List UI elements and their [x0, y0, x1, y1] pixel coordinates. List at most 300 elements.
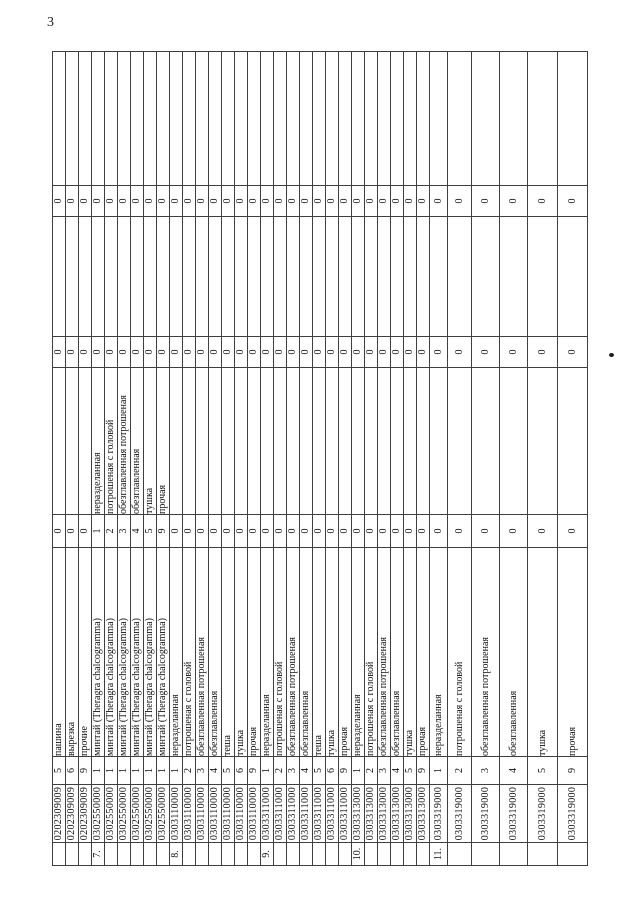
cell-description-a: обезглавленная потрошеная	[196, 548, 209, 757]
cell-description-a: обезглавленная потрошеная	[378, 548, 391, 757]
cell-description-b: неразделанная	[92, 368, 105, 515]
cell-code: 0303313000	[417, 785, 430, 843]
cell-row-number: 8.	[170, 843, 183, 866]
cell-value-2: 0	[448, 186, 472, 217]
cell-spacer-2	[404, 52, 417, 186]
cell-description-a: минтай (Theragra chalcogramma)	[144, 548, 157, 757]
cell-spacer-2	[339, 52, 352, 186]
cell-sub-number-b: 4	[131, 515, 144, 548]
cell-code: 0302550000	[105, 785, 118, 843]
cell-sub-number-a: 9	[339, 757, 352, 785]
cell-code: 0303311000	[300, 785, 313, 843]
cell-spacer-1	[144, 217, 157, 337]
table-row	[472, 52, 500, 866]
cell-row-number	[53, 843, 66, 866]
cell-spacer-2	[558, 52, 588, 186]
cell-spacer-1	[313, 217, 326, 337]
cell-value-1: 0	[287, 337, 300, 368]
cell-spacer-1	[404, 217, 417, 337]
table-row	[378, 52, 391, 866]
cell-spacer-1	[105, 217, 118, 337]
cell-row-number	[300, 843, 313, 866]
cell-description-b	[378, 368, 391, 515]
cell-spacer-1	[558, 217, 588, 337]
cell-spacer-2	[300, 52, 313, 186]
cell-sub-number-a: 6	[326, 757, 339, 785]
cell-sub-number-b: 5	[144, 515, 157, 548]
table-row	[261, 52, 274, 866]
cell-sub-number-a: 6	[66, 757, 79, 785]
cell-code: 0303319000	[528, 785, 558, 843]
cell-code: 0303313000	[352, 785, 365, 843]
cell-row-number: 11.	[430, 843, 448, 866]
cell-spacer-1	[248, 217, 261, 337]
cell-spacer-2	[53, 52, 66, 186]
cell-value-1: 0	[79, 337, 92, 368]
table-row	[287, 52, 300, 866]
cell-sub-number-a: 5	[53, 757, 66, 785]
cell-sub-number-b: 0	[558, 515, 588, 548]
cell-sub-number-a: 5	[313, 757, 326, 785]
cell-row-number	[157, 843, 170, 866]
cell-sub-number-b: 0	[365, 515, 378, 548]
table-row	[417, 52, 430, 866]
cell-spacer-2	[157, 52, 170, 186]
cell-value-1: 0	[472, 337, 500, 368]
cell-description-a: прочая	[248, 548, 261, 757]
table-row	[157, 52, 170, 866]
cell-sub-number-b: 0	[326, 515, 339, 548]
cell-code: 0303110000	[235, 785, 248, 843]
cell-description-b	[248, 368, 261, 515]
cell-row-number	[222, 843, 235, 866]
cell-value-2: 0	[144, 186, 157, 217]
cell-description-a: прочая	[558, 548, 588, 757]
cell-sub-number-a: 1	[131, 757, 144, 785]
cell-description-a: обезглавленная	[300, 548, 313, 757]
cell-value-2: 0	[326, 186, 339, 217]
cell-description-b	[79, 368, 92, 515]
cell-row-number: 9.	[261, 843, 274, 866]
table-row	[66, 52, 79, 866]
cell-row-number	[528, 843, 558, 866]
cell-code: 0302550000	[131, 785, 144, 843]
cell-sub-number-b: 0	[287, 515, 300, 548]
cell-code: 0303110000	[170, 785, 183, 843]
cell-value-2: 0	[352, 186, 365, 217]
cell-spacer-1	[274, 217, 287, 337]
cell-value-1: 0	[365, 337, 378, 368]
table-row	[248, 52, 261, 866]
cell-value-1: 0	[183, 337, 196, 368]
cell-row-number	[287, 843, 300, 866]
cell-code: 0303311000	[326, 785, 339, 843]
page-number: 3	[47, 15, 54, 30]
cell-sub-number-b: 0	[472, 515, 500, 548]
cell-value-2: 0	[300, 186, 313, 217]
cell-spacer-1	[66, 217, 79, 337]
cell-code: 0303319000	[448, 785, 472, 843]
cell-description-b	[209, 368, 222, 515]
cell-code: 0303110000	[222, 785, 235, 843]
cell-code: 0302550000	[157, 785, 170, 843]
table-row	[300, 52, 313, 866]
cell-spacer-1	[352, 217, 365, 337]
cell-sub-number-a: 2	[274, 757, 287, 785]
table-row	[196, 52, 209, 866]
cell-value-1: 0	[157, 337, 170, 368]
cell-value-2: 0	[105, 186, 118, 217]
cell-spacer-1	[528, 217, 558, 337]
cell-sub-number-b: 0	[196, 515, 209, 548]
table-row	[235, 52, 248, 866]
cell-sub-number-b: 3	[118, 515, 131, 548]
cell-description-b	[313, 368, 326, 515]
table-row	[500, 52, 528, 866]
cell-sub-number-a: 5	[404, 757, 417, 785]
table-row	[144, 52, 157, 866]
cell-row-number	[326, 843, 339, 866]
cell-value-2: 0	[313, 186, 326, 217]
cell-description-a: обезглавленная	[391, 548, 404, 757]
cell-row-number	[235, 843, 248, 866]
cell-value-2: 0	[274, 186, 287, 217]
cell-value-2: 0	[378, 186, 391, 217]
cell-description-b	[365, 368, 378, 515]
cell-description-b	[500, 368, 528, 515]
cell-value-2: 0	[365, 186, 378, 217]
cell-description-b	[528, 368, 558, 515]
cell-spacer-2	[170, 52, 183, 186]
cell-value-1: 0	[339, 337, 352, 368]
cell-row-number	[79, 843, 92, 866]
cell-spacer-1	[196, 217, 209, 337]
table-row	[118, 52, 131, 866]
cell-sub-number-a: 1	[105, 757, 118, 785]
cell-description-b: обезглавленная потрошеная	[118, 368, 131, 515]
table-row	[313, 52, 326, 866]
cell-description-b	[66, 368, 79, 515]
cell-value-1: 0	[53, 337, 66, 368]
cell-spacer-1	[170, 217, 183, 337]
cell-spacer-1	[365, 217, 378, 337]
cell-description-a: потрошеная с головой	[365, 548, 378, 757]
table-row	[170, 52, 183, 866]
cell-code: 0303311000	[339, 785, 352, 843]
cell-value-2: 0	[248, 186, 261, 217]
cell-spacer-1	[79, 217, 92, 337]
cell-value-1: 0	[352, 337, 365, 368]
cell-row-number	[339, 843, 352, 866]
cell-row-number: 7.	[92, 843, 105, 866]
cell-value-2: 0	[287, 186, 300, 217]
cell-value-1: 0	[378, 337, 391, 368]
cell-description-a: теша	[222, 548, 235, 757]
cell-code: 0303311000	[274, 785, 287, 843]
cell-spacer-2	[209, 52, 222, 186]
cell-sub-number-a: 4	[391, 757, 404, 785]
table-row	[448, 52, 472, 866]
cell-spacer-1	[500, 217, 528, 337]
cell-spacer-2	[417, 52, 430, 186]
cell-description-b	[391, 368, 404, 515]
cell-code: 0303319000	[472, 785, 500, 843]
cell-spacer-2	[196, 52, 209, 186]
cell-value-2: 0	[417, 186, 430, 217]
cell-spacer-1	[157, 217, 170, 337]
cell-row-number	[248, 843, 261, 866]
cell-sub-number-a: 1	[430, 757, 448, 785]
cell-description-a: обезглавленная	[209, 548, 222, 757]
cell-value-1: 0	[391, 337, 404, 368]
cell-sub-number-b: 0	[404, 515, 417, 548]
table-row	[558, 52, 588, 866]
cell-description-a: минтай (Theragra chalcogramma)	[105, 548, 118, 757]
table-row	[365, 52, 378, 866]
cell-value-2: 0	[261, 186, 274, 217]
cell-description-b	[558, 368, 588, 515]
cell-row-number	[183, 843, 196, 866]
cell-spacer-1	[430, 217, 448, 337]
cell-code: 0303110000	[183, 785, 196, 843]
cell-spacer-2	[391, 52, 404, 186]
cell-spacer-1	[391, 217, 404, 337]
cell-spacer-2	[448, 52, 472, 186]
cell-row-number	[472, 843, 500, 866]
cell-value-2: 0	[183, 186, 196, 217]
cell-spacer-1	[222, 217, 235, 337]
cell-description-a: теша	[313, 548, 326, 757]
cell-sub-number-a: 4	[209, 757, 222, 785]
cell-value-1: 0	[144, 337, 157, 368]
cell-sub-number-b: 0	[352, 515, 365, 548]
cell-spacer-2	[313, 52, 326, 186]
cell-value-1: 0	[261, 337, 274, 368]
cell-description-b	[183, 368, 196, 515]
table-row	[105, 52, 118, 866]
cell-description-a: обезглавленная потрошеная	[472, 548, 500, 757]
cell-sub-number-b: 0	[209, 515, 222, 548]
cell-description-b	[170, 368, 183, 515]
cell-description-a: минтай (Theragra chalcogramma)	[92, 548, 105, 757]
cell-sub-number-b: 0	[448, 515, 472, 548]
cell-code: 0302550000	[92, 785, 105, 843]
cell-value-1: 0	[248, 337, 261, 368]
cell-row-number	[378, 843, 391, 866]
table-row	[326, 52, 339, 866]
cell-description-a: пашина	[53, 548, 66, 757]
cell-spacer-2	[274, 52, 287, 186]
cell-description-b	[53, 368, 66, 515]
cell-spacer-2	[430, 52, 448, 186]
cell-sub-number-a: 1	[118, 757, 131, 785]
cell-sub-number-a: 2	[365, 757, 378, 785]
cell-row-number	[558, 843, 588, 866]
cell-description-b: потрошеная с головой	[105, 368, 118, 515]
cell-description-a: обезглавленная	[500, 548, 528, 757]
cell-value-1: 0	[417, 337, 430, 368]
cell-description-a: вырезка	[66, 548, 79, 757]
cell-value-1: 0	[448, 337, 472, 368]
cell-spacer-1	[326, 217, 339, 337]
cell-description-b: прочая	[157, 368, 170, 515]
cell-value-2: 0	[170, 186, 183, 217]
cell-spacer-2	[92, 52, 105, 186]
cell-spacer-1	[131, 217, 144, 337]
cell-value-2: 0	[66, 186, 79, 217]
cell-sub-number-a: 5	[528, 757, 558, 785]
cell-description-b: тушка	[144, 368, 157, 515]
cell-description-a: обезглавленная потрошеная	[287, 548, 300, 757]
cell-spacer-2	[248, 52, 261, 186]
cell-row-number	[391, 843, 404, 866]
cell-description-b	[300, 368, 313, 515]
cell-sub-number-a: 9	[248, 757, 261, 785]
cell-spacer-2	[131, 52, 144, 186]
cell-value-1: 0	[430, 337, 448, 368]
cell-sub-number-a: 9	[417, 757, 430, 785]
cell-code: 0303110000	[196, 785, 209, 843]
cell-sub-number-a: 3	[378, 757, 391, 785]
cell-code: 0303313000	[365, 785, 378, 843]
cell-code: 0303313000	[378, 785, 391, 843]
cell-sub-number-b: 0	[313, 515, 326, 548]
cell-value-2: 0	[53, 186, 66, 217]
cell-code: 0302550000	[118, 785, 131, 843]
cell-spacer-2	[352, 52, 365, 186]
cell-spacer-2	[144, 52, 157, 186]
cell-value-2: 0	[558, 186, 588, 217]
cell-spacer-2	[472, 52, 500, 186]
cell-description-b	[448, 368, 472, 515]
cell-value-1: 0	[222, 337, 235, 368]
table-row	[183, 52, 196, 866]
cell-value-2: 0	[339, 186, 352, 217]
cell-spacer-2	[66, 52, 79, 186]
cell-code: 0303311000	[261, 785, 274, 843]
cell-sub-number-b: 0	[79, 515, 92, 548]
cell-sub-number-b: 0	[170, 515, 183, 548]
cell-description-b	[339, 368, 352, 515]
cell-description-b	[430, 368, 448, 515]
cell-code: 0303110000	[248, 785, 261, 843]
cell-description-a: неразделанная	[352, 548, 365, 757]
cell-spacer-1	[300, 217, 313, 337]
rotated-table-area	[52, 52, 587, 866]
cell-value-2: 0	[157, 186, 170, 217]
cell-code: 0303319000	[558, 785, 588, 843]
cell-row-number	[131, 843, 144, 866]
cell-sub-number-b: 9	[157, 515, 170, 548]
table-row	[528, 52, 558, 866]
cell-sub-number-a: 1	[92, 757, 105, 785]
cell-spacer-1	[417, 217, 430, 337]
cell-value-2: 0	[404, 186, 417, 217]
cell-value-2: 0	[430, 186, 448, 217]
cell-value-1: 0	[131, 337, 144, 368]
cell-spacer-2	[287, 52, 300, 186]
cell-description-a: минтай (Theragra chalcogramma)	[118, 548, 131, 757]
cell-spacer-1	[378, 217, 391, 337]
cell-sub-number-a: 1	[261, 757, 274, 785]
cell-value-1: 0	[196, 337, 209, 368]
cell-sub-number-a: 1	[144, 757, 157, 785]
cell-description-b: обезглавленная	[131, 368, 144, 515]
cell-sub-number-b: 0	[66, 515, 79, 548]
cell-spacer-2	[378, 52, 391, 186]
table-row	[430, 52, 448, 866]
cell-row-number	[417, 843, 430, 866]
cell-sub-number-a: 3	[472, 757, 500, 785]
cell-value-1: 0	[528, 337, 558, 368]
cell-code: 0202309009	[66, 785, 79, 843]
cell-row-number	[209, 843, 222, 866]
cell-description-b	[404, 368, 417, 515]
cell-description-a: потрошеная с головой	[183, 548, 196, 757]
cell-row-number	[66, 843, 79, 866]
cell-row-number	[500, 843, 528, 866]
cell-code: 0303110000	[209, 785, 222, 843]
table-row	[352, 52, 365, 866]
cell-sub-number-a: 4	[300, 757, 313, 785]
cell-value-1: 0	[66, 337, 79, 368]
cell-sub-number-b: 0	[248, 515, 261, 548]
table-row	[209, 52, 222, 866]
cell-code: 0302550000	[144, 785, 157, 843]
cell-spacer-2	[261, 52, 274, 186]
table-row	[79, 52, 92, 866]
cell-value-1: 0	[118, 337, 131, 368]
cell-sub-number-a: 3	[196, 757, 209, 785]
cell-description-a: прочая	[417, 548, 430, 757]
cell-description-a: тушка	[404, 548, 417, 757]
cell-code: 0303313000	[391, 785, 404, 843]
cell-value-1: 0	[170, 337, 183, 368]
cell-sub-number-a: 1	[157, 757, 170, 785]
cell-value-1: 0	[105, 337, 118, 368]
cell-row-number	[105, 843, 118, 866]
cell-description-a: тушка	[326, 548, 339, 757]
cell-code: 0303313000	[404, 785, 417, 843]
cell-description-b	[261, 368, 274, 515]
cell-row-number	[118, 843, 131, 866]
cell-row-number	[448, 843, 472, 866]
cell-value-1: 0	[92, 337, 105, 368]
cell-spacer-2	[222, 52, 235, 186]
cell-description-a: неразделанная	[430, 548, 448, 757]
cell-sub-number-a: 1	[352, 757, 365, 785]
table-row	[53, 52, 66, 866]
cell-sub-number-b: 0	[222, 515, 235, 548]
cell-code: 0303319000	[500, 785, 528, 843]
cell-description-b	[287, 368, 300, 515]
cell-value-2: 0	[196, 186, 209, 217]
table-row	[391, 52, 404, 866]
cell-sub-number-a: 5	[222, 757, 235, 785]
cell-sub-number-b: 2	[105, 515, 118, 548]
cell-value-1: 0	[326, 337, 339, 368]
table-row	[92, 52, 105, 866]
cell-spacer-1	[235, 217, 248, 337]
cell-spacer-1	[92, 217, 105, 337]
cell-sub-number-b: 0	[500, 515, 528, 548]
cell-value-2: 0	[118, 186, 131, 217]
cell-sub-number-b: 0	[528, 515, 558, 548]
cell-row-number	[404, 843, 417, 866]
cell-description-a: неразделанная	[261, 548, 274, 757]
document-table	[52, 51, 588, 866]
cell-value-2: 0	[500, 186, 528, 217]
